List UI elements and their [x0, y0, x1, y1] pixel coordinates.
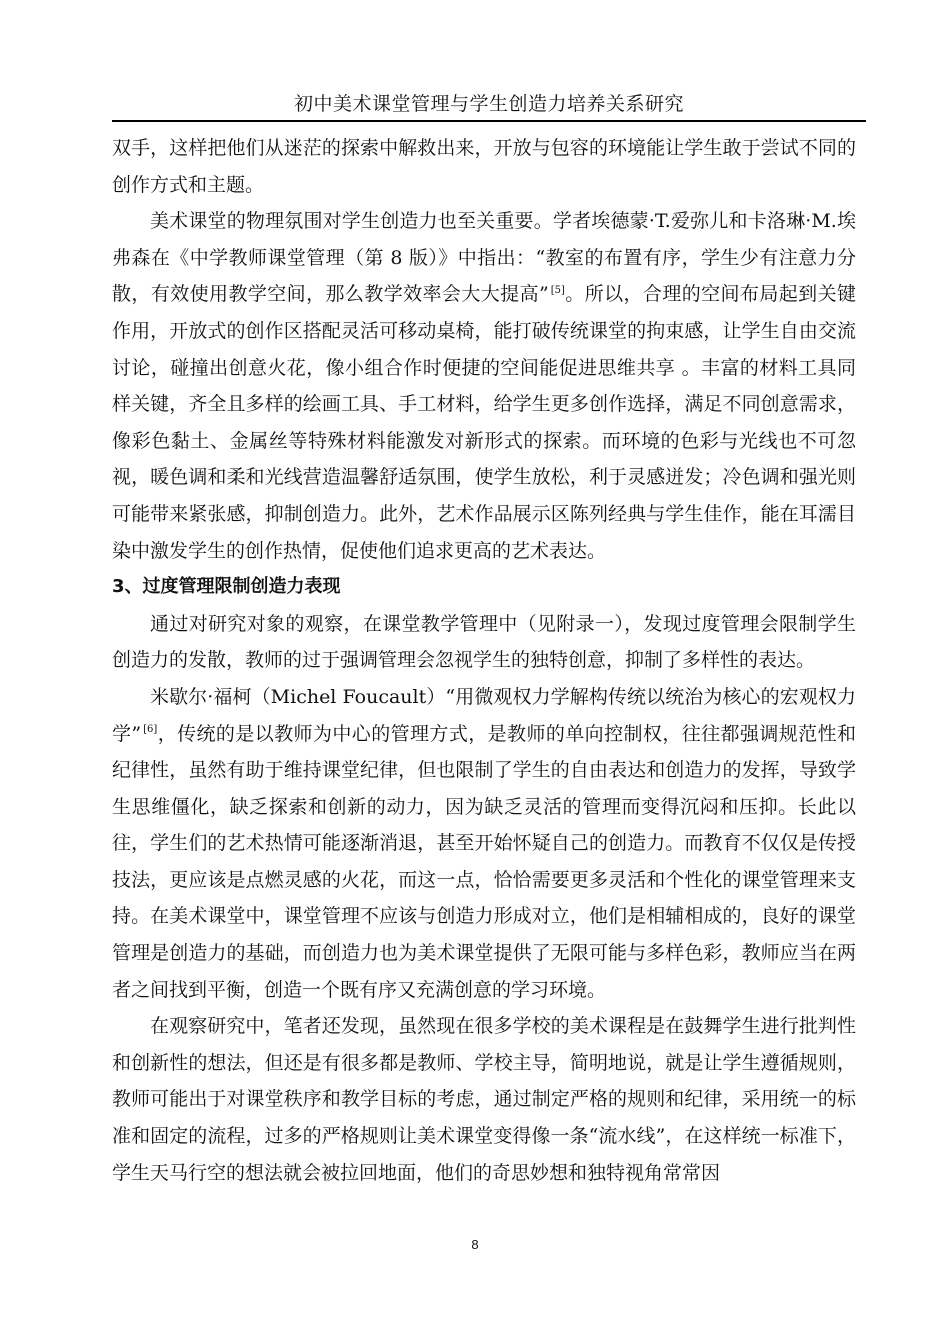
citation-5: [5] [550, 285, 565, 297]
paragraph-observation: 通过对研究对象的观察，在课堂教学管理中（见附录一），发现过度管理会限制学生创造力的发散，教师的过于强调管理会忽视学生的独特创意，抑制了多样性的表达。 [112, 612, 856, 672]
body-text [112, 130, 856, 1191]
paragraph-text: 米歇尔·福柯（Michel Foucault）“用微观权力学解构传统以统治为核心的宏观权力学” [112, 685, 856, 745]
header-rule [112, 120, 866, 122]
paragraph-continuation: 双手，这样把他们从迷茫的探索中解救出来，开放与包容的环境能让学生敢于尝试不同的创作方式和主题。 [112, 137, 856, 196]
paragraph-text: 。所以，合理的空间布局起到关键作用，开放式的创作区搭配灵活可移动桌椅，能打破传统课堂的拘束感，让学生自由交流讨论，碰撞出创意火花，像小组合作时便捷的空间能促进思维共享 。丰富的材料工具同样关键，齐全且多样的绘画工具、手工材料，给学生更多创作选择，满足不同创意需求，像彩色黏土、金属丝等特殊材料能激发对新形式的探索。而环境的色彩与光线也不可忽视，暖色调和柔和光线营造温馨舒适氛围，使学生放松，利于灵感迸发；冷色调和强光则可能带来紧张感，抑制创造力。此外，艺术作品展示区陈列经典与学生佳作，能在耳濡目染中激发学生的创作热情，促使他们追求更高的艺术表达。 [112, 283, 856, 562]
citation-6: [6] [143, 724, 158, 736]
paragraph-foucault [112, 679, 856, 1008]
paragraph-physical-atmosphere [112, 203, 856, 569]
page-number: 8 [471, 1237, 479, 1252]
paragraph-findings: 在观察研究中，笔者还发现，虽然现在很多学校的美术课程是在鼓舞学生进行批判性和创新性的想法，但还是有很多都是教师、学校主导，简明地说，就是让学生遵循规则，教师可能出于对课堂秩序和教学目标的考虑，通过制定严格的规则和纪律，采用统一的标准和固定的流程，过多的严格规则让美术课堂变得像一条“流水线”，在这样统一标准下，学生天马行空的想法就会被拉回地面，他们的奇思妙想和独特视角常常因 [112, 1015, 856, 1184]
running-header-title: 初中美术课堂管理与学生创造力培养关系研究 [293, 93, 684, 115]
paragraph-text: 美术课堂的物理氛围对学生创造力也至关重要。学者埃德蒙·T.爱弥儿和卡洛琳·M.埃弗森在《中学教师课堂管理（第 8 版）》中指出：“教室的布置有序，学生少有注意力分散，有效使用教学空间，那么教学效率会大大提高” [112, 210, 856, 306]
section-heading: 3、过度管理限制创造力表现 [112, 576, 341, 598]
paragraph-text: ，传统的是以教师为中心的管理方式，是教师的单向控制权，往往都强调规范性和纪律性，虽然有助于维持课堂纪律，但也限制了学生的自由表达和创造力的发挥，导致学生思维僵化，缺乏探索和创新的动力，因为缺乏灵活的管理而变得沉闷和压抑。长此以往，学生们的艺术热情可能逐渐消退，甚至开始怀疑自己的创造力。而教育不仅仅是传授技法，更应该是点燃灵感的火花，而这一点，恰恰需要更多灵活和个性化的课堂管理来支持。在美术课堂中，课堂管理不应该与创造力形成对立，他们是相辅相成的，良好的课堂管理是创造力的基础，而创造力也为美术课堂提供了无限可能与多样色彩，教师应当在两者之间找到平衡，创造一个既有序又充满创意的学习环境。 [112, 722, 856, 1001]
